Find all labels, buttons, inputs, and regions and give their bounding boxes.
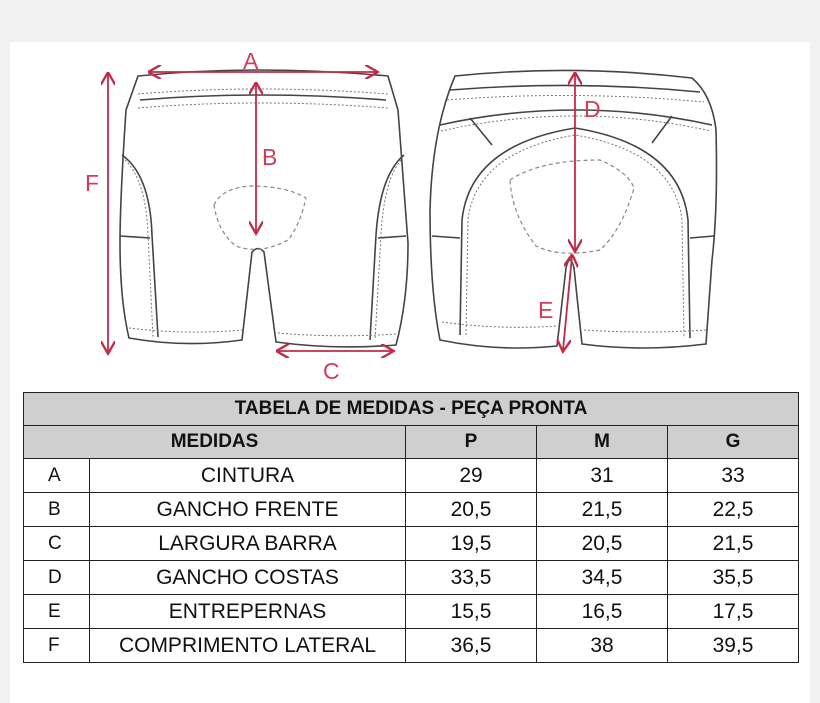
row-value-g: 21,5 bbox=[668, 527, 799, 561]
row-value-g: 22,5 bbox=[668, 493, 799, 527]
row-value-g: 35,5 bbox=[668, 561, 799, 595]
table-row bbox=[24, 595, 799, 629]
header-size-p: P bbox=[406, 426, 537, 459]
table-row bbox=[24, 629, 799, 663]
table-title-row bbox=[24, 393, 799, 426]
row-value-m: 21,5 bbox=[537, 493, 668, 527]
label-b: B bbox=[262, 144, 278, 170]
row-name: COMPRIMENTO LATERAL bbox=[90, 629, 406, 663]
row-value-p: 20,5 bbox=[406, 493, 537, 527]
label-d: D bbox=[584, 96, 601, 122]
row-name: LARGURA BARRA bbox=[90, 527, 406, 561]
size-table bbox=[23, 392, 799, 663]
row-value-g: 33 bbox=[668, 459, 799, 493]
row-code: B bbox=[24, 493, 90, 527]
row-code: E bbox=[24, 595, 90, 629]
row-value-m: 16,5 bbox=[537, 595, 668, 629]
label-c: C bbox=[323, 358, 340, 384]
row-code: C bbox=[24, 527, 90, 561]
row-name: ENTREPERNAS bbox=[90, 595, 406, 629]
table-row bbox=[24, 561, 799, 595]
table-title: TABELA DE MEDIDAS - PEÇA PRONTA bbox=[24, 393, 799, 426]
row-value-g: 39,5 bbox=[668, 629, 799, 663]
table-row bbox=[24, 527, 799, 561]
row-value-p: 15,5 bbox=[406, 595, 537, 629]
row-value-p: 36,5 bbox=[406, 629, 537, 663]
header-measures: MEDIDAS bbox=[24, 426, 406, 459]
shorts-front-view-icon bbox=[120, 70, 408, 347]
row-name: GANCHO FRENTE bbox=[90, 493, 406, 527]
label-e: E bbox=[538, 297, 554, 323]
row-value-m: 38 bbox=[537, 629, 668, 663]
row-value-m: 34,5 bbox=[537, 561, 668, 595]
row-value-g: 17,5 bbox=[668, 595, 799, 629]
row-code: D bbox=[24, 561, 90, 595]
row-name: CINTURA bbox=[90, 459, 406, 493]
row-code: A bbox=[24, 459, 90, 493]
header-size-g: G bbox=[668, 426, 799, 459]
row-code: F bbox=[24, 629, 90, 663]
row-value-m: 20,5 bbox=[537, 527, 668, 561]
row-name: GANCHO COSTAS bbox=[90, 561, 406, 595]
shorts-back-view-icon bbox=[430, 70, 717, 348]
label-f: F bbox=[85, 170, 100, 196]
table-header-row bbox=[24, 426, 799, 459]
label-a: A bbox=[243, 48, 259, 74]
row-value-p: 33,5 bbox=[406, 561, 537, 595]
table-row bbox=[24, 493, 799, 527]
row-value-p: 29 bbox=[406, 459, 537, 493]
row-value-m: 31 bbox=[537, 459, 668, 493]
row-value-p: 19,5 bbox=[406, 527, 537, 561]
table-row bbox=[24, 459, 799, 493]
header-size-m: M bbox=[537, 426, 668, 459]
